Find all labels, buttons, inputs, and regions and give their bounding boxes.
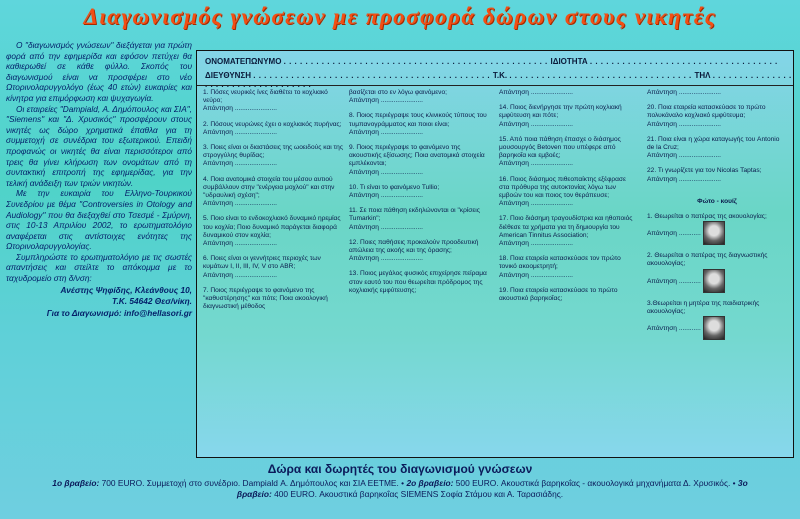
question-item: 4. Ποια ανατομικά στοιχεία του μέσου αυτιού συμβάλλουν στην "ενέργεια μοχλού" και στην "υδραυλική σχέση"; Απάντηση ....................... <box>203 176 343 209</box>
name-label: ΟΝΟΜΑΤΕΠΩΝΥΜΟ <box>205 57 282 66</box>
question-column-2 <box>349 89 491 302</box>
answer-field[interactable]: Απάντηση ....................... <box>499 240 573 248</box>
answer-field[interactable]: Απάντηση ....................... <box>647 175 721 183</box>
intro-paragraph: Ο "διαγωνισμός γνώσεων" διεξάγεται για πρώτη φορά από την εφημερίδα και εφόσον πετύχει θα καθιερωθεί σε κάθε φύλλο. Σκοπός του διαγωνισμού είναι να προσφέρει στο νέο Ωτορινολαρυγγολόγο (έως 40 ετών) ευκαιρίες και κίνητρα για επιμόρφωση και ψυχαγωγία. <box>6 40 192 103</box>
question-item: 22. Τι γνωρίζετε για τον Nicolas Taptas; Απάντηση ....................... <box>647 167 787 183</box>
question-item: 10. Τι είναι το φαινόμενο Tullio; Απάντηση ....................... <box>349 184 491 200</box>
page-title: Διαγωνισμός γνώσεων με προσφορά δώρων στους νικητές <box>83 4 717 29</box>
third-prize-label: 3ο βραβείο: <box>236 478 748 499</box>
quiz-form <box>196 50 794 458</box>
portrait-photo-icon <box>703 316 725 340</box>
answer-field[interactable]: Απάντηση ....................... <box>349 97 423 105</box>
question-item: 17. Ποιο διάσημη τραγουδίστρια και ηθοποιός διέθεσε τα χρήματα για τη δημιουργία του American Tinnitus Association; Απάντηση ....................... <box>499 215 637 248</box>
intro-paragraph: Οι εταιρείες "Dampiald, Α. Δημόπουλος και ΣΙΑ", "Siemens" και "Δ. Χρυσικός" προσφέρουν στους νικητές ως δώρο χρηματικά έπαθλα για τη συμμετοχή σε συνέδρια του εξωτερικού. Επειδή προφανώς οι νικητές θα είναι περισσότεροι από τρεις θα γίνει κλήρωση των ονομάτων από τη συντακτική επιτροπή της εφημερίδας, για την τελική ανάδειξη των τριών νικητών. <box>6 103 192 188</box>
specialty-label: ΙΔΙΟΤΗΤΑ <box>550 57 588 66</box>
contact-email: Για το Διαγωνισμό: info@hellasori.gr <box>46 307 192 318</box>
answer-field[interactable]: Απάντηση ....................... <box>647 120 721 128</box>
intro-paragraph: Συμπληρώστε το ερωτηματολόγιο με τις σωστές απαντήσεις και στείλτε το απόκομμα με το ταχυδρομείο στη δ/νση: <box>6 251 192 284</box>
answer-field[interactable]: Απάντηση ....................... <box>349 223 423 231</box>
intro-paragraph: Με την ευκαιρία του Ελληνο-Τουρκικού Συνεδρίου με θέμα "Controversies in Otology and Audiology" που θα διεξαχθεί στο Τσεσμέ - Σμύρνη, στις 10-13 Απριλίου 2002, το ερωτηματολόγιο αναφέρεται στις αντίστοιχες ενότητες της Ωτορινολαρυγγολογίας. <box>6 188 192 252</box>
question-item: 7. Ποιος περιέγραψε το φαινόμενο της "καθυστέρησης" και πότε; Ποια ακοολογική διαγνωστική μέθοδος <box>203 286 328 311</box>
address-label: ΔΙΕΥΘΥΝΣΗ <box>205 71 252 80</box>
third-prize-text: 400 EURO. Ακουστικά βαρηκοΐας SIEMENS Σοφία Στάμου και Α. Ταρασιάδης. <box>274 489 564 499</box>
second-prize-label: 2ο βραβείο: <box>406 478 454 488</box>
answer-field[interactable]: Απάντηση ....................... <box>349 192 423 200</box>
address-field-row[interactable]: ΔΙΕΥΘΥΝΣΗ . . . . . . . . . . . . . . . . . . . . . . . . . . . . . . . . . . . . . . . . . . . . Τ.Κ. . . . . . . . . . . . . . . . . . . . . . . . . . . . . . . . . . . ΤΗΛ . . . . . . . . . . . . . . . . . . . . . . . . . . . . . . . . . . . <box>205 71 792 89</box>
question-column-4 <box>647 89 787 347</box>
first-prize-text: 700 EURO. Συμμετοχή στο συνέδριο. Dampiald Α. Δημόπουλος και ΣΙΑ ΕΕΤΜΕ. • <box>101 478 405 488</box>
answer-field[interactable]: Απάντηση ....................... <box>349 255 423 263</box>
question-item: 14. Ποιος διενήργησε την πρώτη κοχλιακή εμφύτευση και πότε; Απάντηση ....................... <box>499 104 637 129</box>
answer-field[interactable]: Απάντηση ....................... <box>499 89 573 96</box>
first-prize-label: 1ο βραβείο: <box>52 478 100 488</box>
answer-field[interactable]: Απάντηση ....................... <box>499 271 573 279</box>
second-prize-text: 500 EURO. Ακουστικά βαρηκοΐας - ακουολογικά μηχανήματα Δ. Χρυσικός. • <box>455 478 736 488</box>
zip-label: Τ.Κ. <box>492 71 508 80</box>
question-item: βασίζεται στο εν λόγω φαινόμενο; Απάντηση ....................... <box>349 89 491 105</box>
question-item: 18. Ποια εταιρεία κατασκεύασε τον πρώτο τονικό ακοομετρητή; Απάντηση ....................... <box>499 255 637 280</box>
portrait-photo-icon <box>703 269 725 293</box>
photo-quiz-item: 2. Θεωρείται ο πατέρας της διαγνωστικής ακουολογίας; Απάντηση ............ <box>647 252 787 292</box>
answer-field[interactable]: Απάντηση ....................... <box>349 168 423 176</box>
question-item: 21. Ποια είναι η χώρα καταγωγής του Antonio de la Cruz; Απάντηση ....................... <box>647 136 787 161</box>
question-item: 19. Ποια εταιρεία κατασκεύασε το πρώτο ακουστικό βαρηκοΐας; <box>499 286 618 303</box>
question-item: 12. Ποιες παθήσεις προκαλούν προοδευτική απώλεια της ακοής και της όρασης; Απάντηση ....................... <box>349 239 491 264</box>
question-item: 9. Ποιος περιέγραψε το φαινόμενο της ακουστικής εξίσωσης; Ποια ανατομικά στοιχεία εμπλέκονται; Απάντηση ....................... <box>349 144 491 177</box>
question-item: 8. Ποιος περιέγραψε τους κλινικούς τύπους του τυμπανογράμματος και ποιοι είναι; Απάντηση ....................... <box>349 112 491 137</box>
answer-field[interactable]: Απάντηση ....................... <box>499 160 573 168</box>
photo-quiz-item: 1. Θεωρείται ο πατέρας της ακουολογίας; Απάντηση ............ <box>647 213 787 245</box>
answer-field[interactable]: Απάντηση ............ <box>647 221 787 245</box>
question-item: 15. Από ποια πάθηση έπασχε ο διάσημος μουσουργός Betoven που υπέφερε από βαρηκοΐα και εμβοές; Απάντηση ....................... <box>499 136 637 169</box>
photo-quiz-title: Φώτο - κουίζ <box>697 197 737 205</box>
question-item: 20. Ποια εταιρεία κατασκεύασε το πρώτο πολυκάναλο κοχλιακό εμφύτευμα; Απάντηση ....................... <box>647 104 787 129</box>
answer-field[interactable]: Απάντηση ....................... <box>499 120 573 128</box>
header-divider <box>197 85 793 86</box>
question-item: 3. Ποιες είναι οι διαστάσεις της ωοειδούς και της στρογγύλης θυρίδας; Απάντηση ....................... <box>203 144 344 168</box>
answer-field[interactable]: Απάντηση ....................... <box>203 105 277 113</box>
answer-field[interactable]: Απάντηση ....................... <box>203 128 277 136</box>
portrait-photo-icon <box>703 221 725 245</box>
intro-text <box>6 40 192 318</box>
question-column-3 <box>499 89 637 310</box>
answer-field[interactable]: Απάντηση ....................... <box>203 200 277 208</box>
answer-field[interactable]: Απάντηση ............ <box>647 269 787 293</box>
photo-quiz-item: 3.Θεωρείται η μητέρα της παιδιατρικής ακουολογίας; Απάντηση ............ <box>647 300 787 340</box>
answer-field[interactable]: Απάντηση ....................... <box>647 89 721 96</box>
question-column-1 <box>203 89 343 318</box>
answer-field[interactable]: Απάντηση ....................... <box>349 128 423 136</box>
answer-field[interactable]: Απάντηση ....................... <box>203 160 277 168</box>
question-item: 5. Ποιο είναι το ενδοκοχλιακό δυναμικό ηρεμίας του κοχλία; Ποιο δυναμικό παράγεται διαφορά δυναμικού στον κοχλία; Απάντηση ....................... <box>203 215 343 248</box>
phone-label: ΤΗΛ <box>694 71 711 80</box>
question-item: 1. Πόσες νευρικές ίνες διαθέτει το κοχλιακό νεύρο; Απάντηση ....................... <box>203 89 343 114</box>
answer-field[interactable]: Απάντηση ....................... <box>647 152 721 160</box>
question-item: 16. Ποιος διάσημος πιθεοπαίκτης εξέφρασε στα πρόθυρα της αυτοκτονίας λόγω των εμβοών του και ποιος τον θεράπευσε; Απάντηση ....................... <box>499 176 637 209</box>
question-item: 2. Πόσους νευρώνες έχει ο κοχλιακός πυρήνας; Απάντηση ....................... <box>203 120 342 136</box>
name-field-row[interactable]: ΟΝΟΜΑΤΕΠΩΝΥΜΟ . . . . . . . . . . . . . . . . . . . . . . . . . . . . . . . . . . . . . . . . . . . . . . . . . ΙΔΙΟΤΗΤΑ . . . . . . . . . . . . . . . . . . . . . . . . . . . . . . . . . . . <box>205 57 778 66</box>
address-line: Τ.Κ. 54642 Θεσ/νίκη. <box>112 296 192 307</box>
answer-field[interactable]: Απάντηση ....................... <box>203 271 277 279</box>
question-item: 13. Ποιος μεγάλος φυσικός επιχείρησε πείραμα στον εαυτό του που θεωρείται πρόδρομος της κοχλιακής εμφύτευσης; <box>349 270 487 294</box>
question-item: 6. Ποιες είναι οι γεννήτριες περιοχές των κυμάτων I, II, III, IV, V στο ABR; Απάντηση ....................... <box>203 255 343 280</box>
answer-field[interactable]: Απάντηση ....................... <box>499 200 573 208</box>
answer-field[interactable]: Απάντηση ............ <box>647 316 787 340</box>
prizes-title: Δώρα και δωρητές του διαγωνισμού γνώσεων <box>267 462 533 476</box>
question-item: 11. Σε ποια πάθηση εκδηλώνονται οι "κρίσεις Tumarkin"; Απάντηση ....................... <box>349 207 491 232</box>
prizes-text <box>40 478 760 500</box>
address-line: Ανέστης Ψηφίδης, Κλεάνθους 10, <box>60 284 192 295</box>
answer-field[interactable]: Απάντηση ....................... <box>203 240 277 248</box>
